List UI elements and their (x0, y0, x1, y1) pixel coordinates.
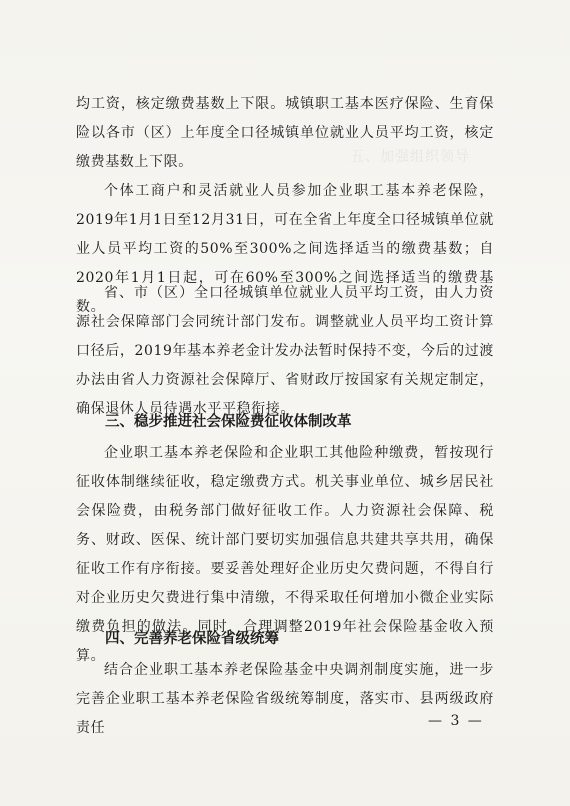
paragraph-3 (76, 279, 494, 424)
paragraph-5-text: 结合企业职工基本养老保险基金中央调剂制度实施，进一步完善企业职工基本养老保险省级统筹制度，落实市、县两级政府责任 (76, 662, 494, 736)
paragraph-3-text: 省、市（区）全口径城镇单位就业人员平均工资，由人力资源社会保障部门会同统计部门发布。调整就业人员平均工资计算口径后，2019年基本养老金计发办法暂时保持不变，今后的过渡办法由省人力资源社会保障厅、省财政厅按国家有关规定制定，确保退休人员待遇水平平稳衔接。 (76, 285, 494, 417)
paragraph-5 (76, 656, 494, 743)
paragraph-1-text: 均工资，核定缴费基数上下限。城镇职工基本医疗保险、生育保险以各市（区）上年度全口径城镇单位就业人员平均工资，核定缴费基数上下限。 (76, 96, 494, 170)
section-heading-3 (76, 410, 494, 431)
show-through-text: 五、加强组织领导 (350, 149, 470, 165)
section-heading-4 (76, 627, 494, 648)
paragraph-1 (76, 90, 494, 177)
section-heading-4-text: 四、完善养老保险省级统筹 (105, 631, 279, 647)
paragraph-2-text: 个体工商户和灵活就业人员参加企业职工基本养老保险，2019年1月1日至12月31日，可在全省上年度全口径城镇单位就业人员平均工资的50%至300%之间选择适当的缴费基数；自2020年1月1日起，可在60%至300%之间选择适当的缴费基数。 (76, 183, 494, 315)
paragraph-4-text: 企业职工基本养老保险和企业职工其他险种缴费，暂按现行征收体制继续征收，稳定缴费方式。机关事业单位、城乡居民社会保险费，由税务部门做好征收工作。人力资源社会保障、税务、财政、医保、统计部门要切实加强信息共建共享共用，确保征收工作有序衔接。要妥善处理好企业历史欠费问题，不得自行对企业历史欠费进行集中清缴，不得采取任何增加小微企业实际缴费负担的做法。同时，合理调整2019年社会保险基金收入预算。 (76, 445, 494, 664)
section-heading-3-text: 三、稳步推进社会保险费征收体制改革 (105, 414, 352, 430)
page-number: — 3 — (428, 713, 484, 729)
